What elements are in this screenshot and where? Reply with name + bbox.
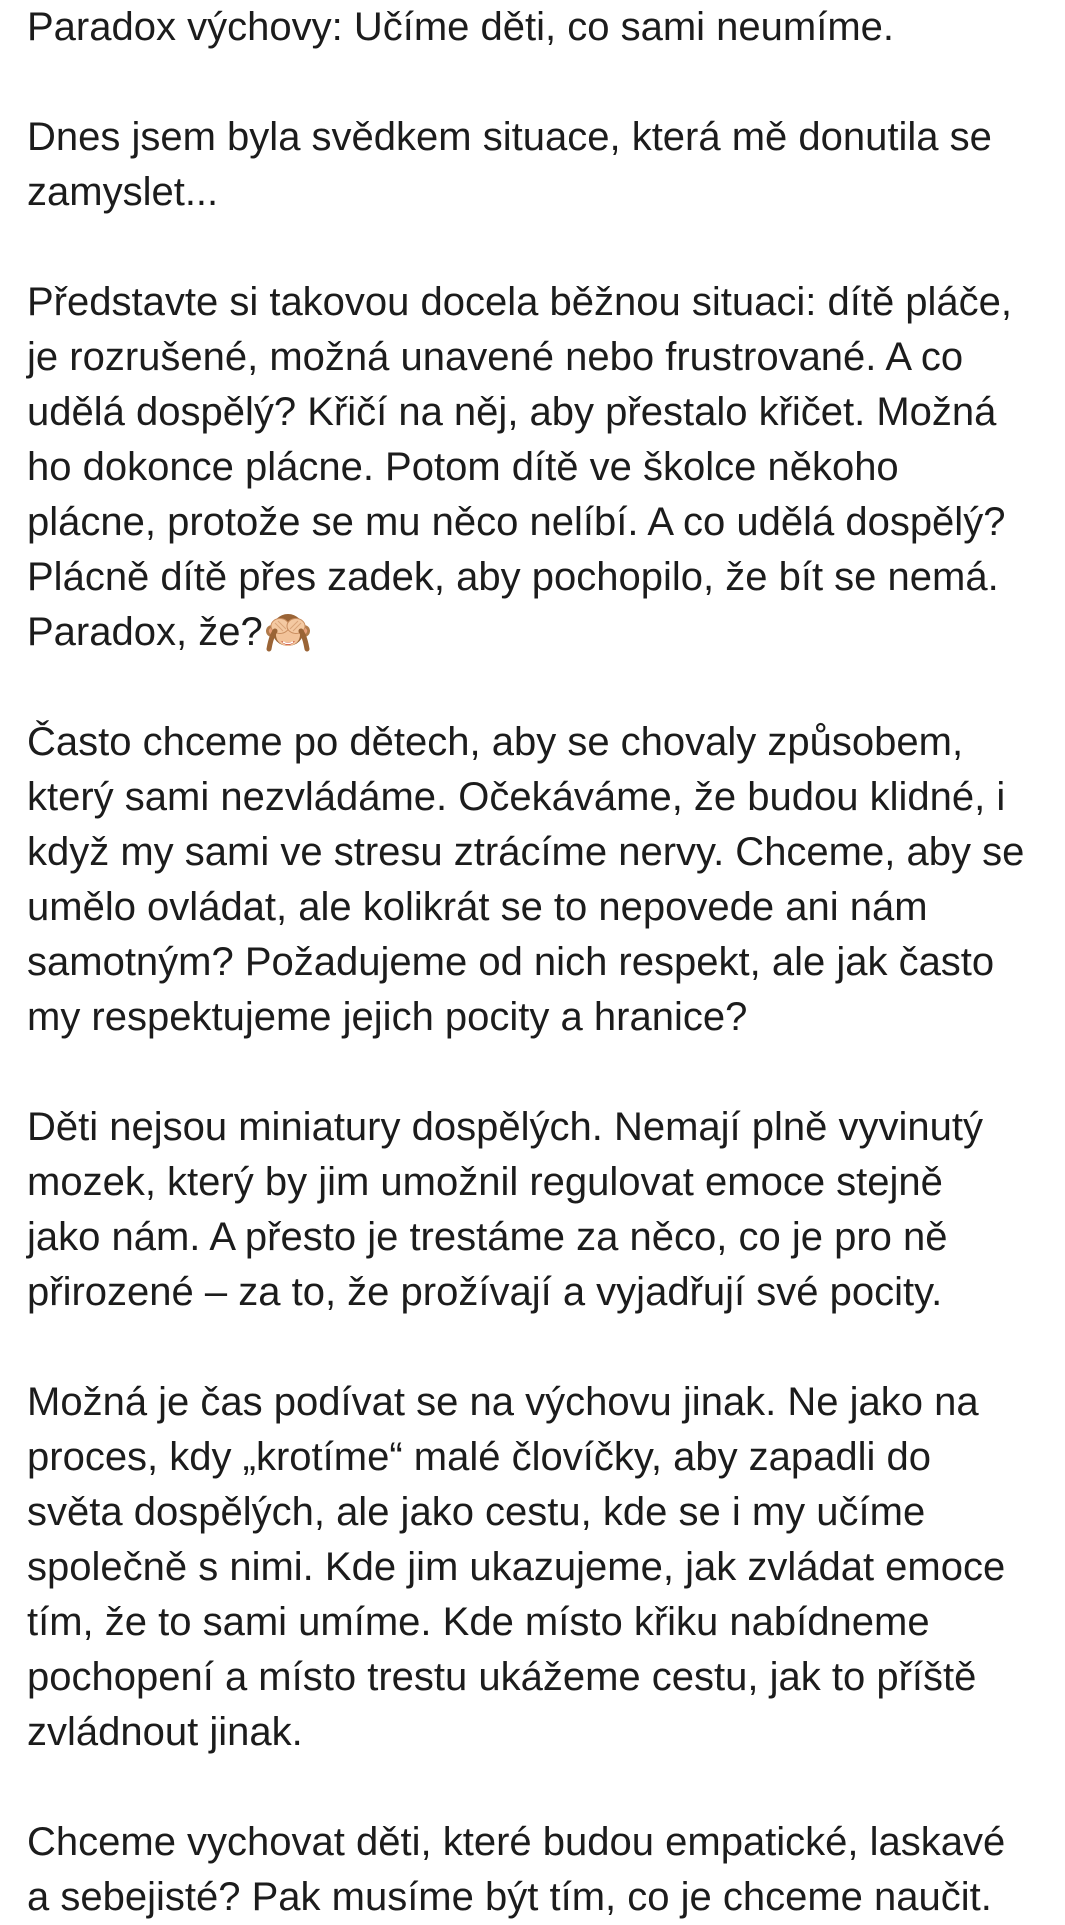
text-line-with-emoji — [27, 605, 1057, 660]
see-no-evil-monkey-icon — [265, 609, 311, 655]
text-line: když my sami ve stresu ztrácíme nervy. Chceme, aby se — [27, 830, 1025, 874]
text-line: Často chceme po dětech, aby se chovaly způsobem, — [27, 720, 964, 764]
text-line: mozek, který by jim umožnil regulovat emoce stejně — [27, 1160, 943, 1204]
text-line: je rozrušené, možná unavené nebo frustrované. A co — [27, 335, 964, 379]
text-line: Paradox, že? — [27, 610, 263, 654]
text-line: my respektujeme jejich pocity a hranice? — [27, 995, 748, 1039]
text-line: zamyslet... — [27, 170, 219, 214]
text-line: zvládnout jinak. — [27, 1710, 303, 1754]
text-line: světa dospělých, ale jako cestu, kde se i my učíme — [27, 1490, 926, 1534]
text-line: Děti nejsou miniatury dospělých. Nemají plně vyvinutý — [27, 1105, 983, 1149]
text-line: společně s nimi. Kde jim ukazujeme, jak zvládat emoce — [27, 1545, 1006, 1589]
paragraph-gap — [27, 1760, 1057, 1815]
paragraph-4 — [27, 1100, 1057, 1320]
paragraph-3 — [27, 715, 1057, 1045]
paragraph-5 — [27, 1375, 1057, 1760]
paragraph-gap — [27, 55, 1057, 110]
paragraph-2 — [27, 275, 1057, 660]
text-line: přirozené – za to, že prožívají a vyjadřují své pocity. — [27, 1270, 943, 1314]
text-line: udělá dospělý? Křičí na něj, aby přestalo křičet. Možná — [27, 390, 997, 434]
text-line: Dnes jsem byla svědkem situace, která mě donutila se — [27, 115, 992, 159]
paragraph-6 — [27, 1815, 1057, 1925]
post-body — [27, 0, 1057, 1925]
text-line: ho dokonce plácne. Potom dítě ve školce někoho — [27, 445, 899, 489]
paragraph-gap — [27, 1045, 1057, 1100]
text-line: Možná je čas podívat se na výchovu jinak. Ne jako na — [27, 1380, 979, 1424]
paragraph-1 — [27, 110, 1057, 220]
text-line: Představte si takovou docela běžnou situaci: dítě pláče, — [27, 280, 1013, 324]
text-line: pochopení a místo trestu ukážeme cestu, jak to příště — [27, 1655, 977, 1699]
text-line: Plácně dítě přes zadek, aby pochopilo, že bít se nemá. — [27, 555, 999, 599]
text-line: samotným? Požadujeme od nich respekt, ale jak často — [27, 940, 995, 984]
text-line: plácne, protože se mu něco nelíbí. A co udělá dospělý? — [27, 500, 1006, 544]
paragraph-gap — [27, 660, 1057, 715]
text-line: který sami nezvládáme. Očekáváme, že budou klidné, i — [27, 775, 1006, 819]
text-line: tím, že to sami umíme. Kde místo křiku nabídneme — [27, 1600, 930, 1644]
paragraph-gap — [27, 220, 1057, 275]
paragraph-gap — [27, 1320, 1057, 1375]
text-line: Chceme vychovat děti, které budou empatické, laskavé — [27, 1820, 1006, 1864]
text-line: a sebejisté? Pak musíme být tím, co je chceme naučit. — [27, 1875, 992, 1919]
text-line: umělo ovládat, ale kolikrát se to nepovede ani nám — [27, 885, 928, 929]
post-title: Paradox výchovy: Učíme děti, co sami neumíme. — [27, 5, 894, 49]
text-line: jako nám. A přesto je trestáme za něco, co je pro ně — [27, 1215, 948, 1259]
text-line: proces, kdy „krotíme“ malé človíčky, aby zapadli do — [27, 1435, 932, 1479]
